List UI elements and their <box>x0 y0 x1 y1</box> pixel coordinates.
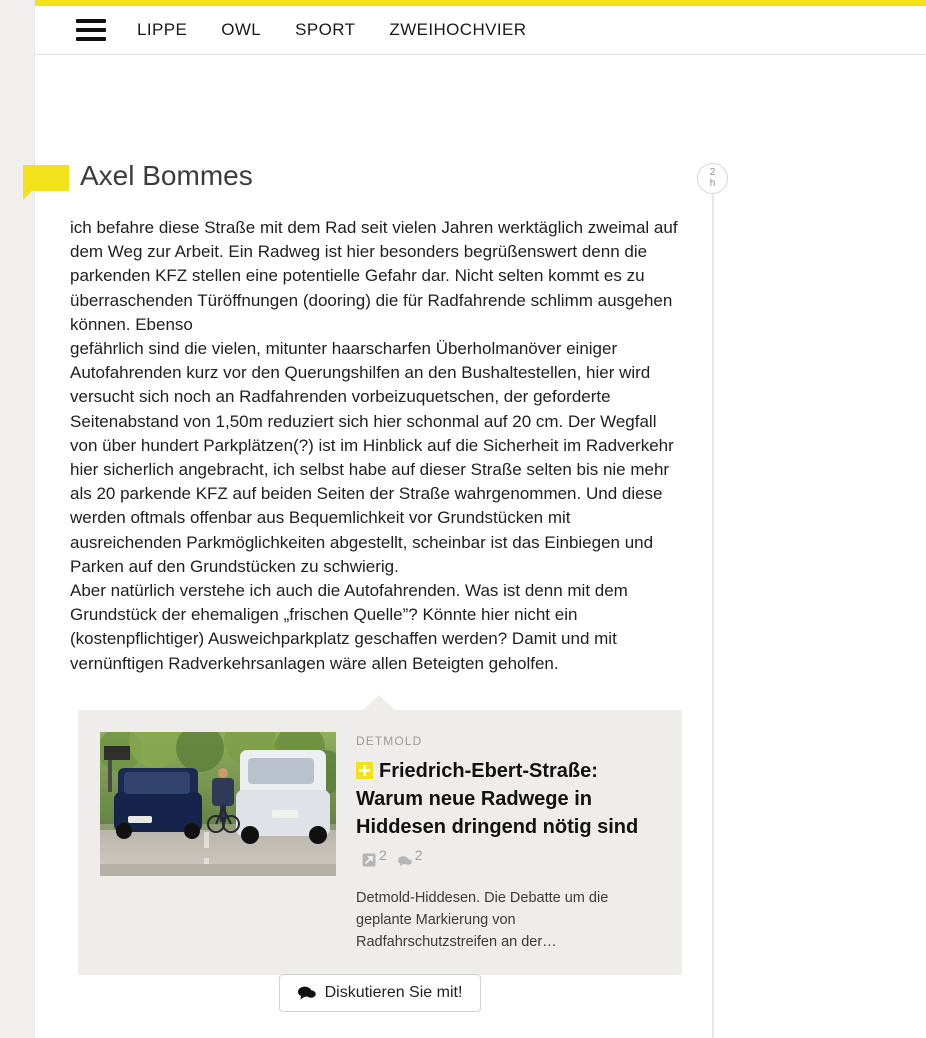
left-gutter <box>0 0 35 1038</box>
nav-item-zweihochvier[interactable]: ZWEIHOCHVIER <box>389 20 527 39</box>
comment-paragraph: Aber natürlich verstehe ich auch die Autofahrenden. Was ist denn mit dem Grundstück der ehemaligen „frischen Quelle”? Könnte hier nicht ein (kostenpflichtiger) Ausweichparkplatz geschaffen werden? Damit und mit vernünftigen Radverkehrsanlagen wäre allen Beteigten geholfen. <box>70 581 628 673</box>
article-teaser-card[interactable] <box>78 710 682 975</box>
gallery-count: 2 <box>379 847 387 863</box>
article-thumbnail[interactable] <box>100 732 336 876</box>
image-gallery-icon <box>362 848 376 862</box>
nav-list <box>137 20 526 40</box>
timestamp-unit: h <box>709 178 716 189</box>
comment-paragraph: ich befahre diese Straße mit dem Rad seit vielen Jahren werktäglich zweimal auf dem Weg zur Arbeit. Ein Radweg ist hier besonders begrüßenswert denn die parkenden KFZ stellen eine potentielle Gefahr dar. Nicht selten kommt es zu überraschenden Türöffnungen (dooring) die für Radfahrende schlimm ausgehen können. Ebenso <box>70 218 678 334</box>
discuss-button-label: Diskutieren Sie mit! <box>324 984 463 1001</box>
comment-paragraph: gefährlich sind die vielen, mitunter haarscharfen Überholmanöver einiger Autofahrenden kurz vor den Querungshilfen an den Bushaltestellen, hier wird versucht sich noch an Radfahrenden vorbeizuquetschen, der geforderte Seitenabstand von 1,50m reduziert sich hier schonmal auf 20 cm. Der Wegfall von über hundert Parkplätzen(?) ist im Hinblick auf die Sicherheit im Radverkehr hier sicherlich angebracht, ich selbst habe auf dieser Straße selten bis nie mehr als 20 parkende KFZ auf beiden Seiten der Straße wahrgenommen. Und diese werden oftmals offenbar aus Bequemlichkeit vor Grundstücken mit ausreichenden Parkmöglichkeiten abgestellt, scheinbar ist das Einbiegen und Parken auf den Grundstücken zu schwierig. <box>70 339 674 576</box>
nav-item-owl[interactable]: OWL <box>221 20 262 39</box>
comment-bubble-icon <box>398 848 412 862</box>
timestamp-value: 2 <box>709 167 716 178</box>
comments-count: 2 <box>414 847 423 863</box>
nav-item-sport[interactable]: SPORT <box>295 20 356 39</box>
discuss-button[interactable] <box>279 974 482 1012</box>
main-navigation <box>35 6 926 55</box>
comments-meta <box>398 841 423 869</box>
plus-badge-icon <box>356 762 373 779</box>
article-teaser-info <box>356 732 660 953</box>
article-meta <box>362 841 430 869</box>
comment-body <box>70 216 682 676</box>
timestamp-marker <box>697 163 728 194</box>
comment-author-header <box>23 159 253 193</box>
gallery-meta <box>362 841 387 869</box>
hamburger-menu-icon[interactable] <box>76 19 106 41</box>
article-kicker: DETMOLD <box>356 734 423 748</box>
comment-bubble-icon <box>298 985 316 1001</box>
timeline-rail <box>709 167 716 1038</box>
article-summary: Detmold-Hiddesen. Die Debatte um die geplante Markierung von Radfahrschutzstreifen an der… <box>356 890 609 950</box>
comment-author-name: Axel Bommes <box>80 160 253 191</box>
discuss-button-wrap <box>78 974 682 1012</box>
nav-item-lippe[interactable]: LIPPE <box>137 20 188 39</box>
article-headline[interactable]: Friedrich-Ebert-Straße: Warum neue Radwege in Hiddesen dringend nötig sind <box>356 760 639 838</box>
article-headline-wrap <box>356 757 660 877</box>
speech-bubble-icon <box>23 165 69 191</box>
